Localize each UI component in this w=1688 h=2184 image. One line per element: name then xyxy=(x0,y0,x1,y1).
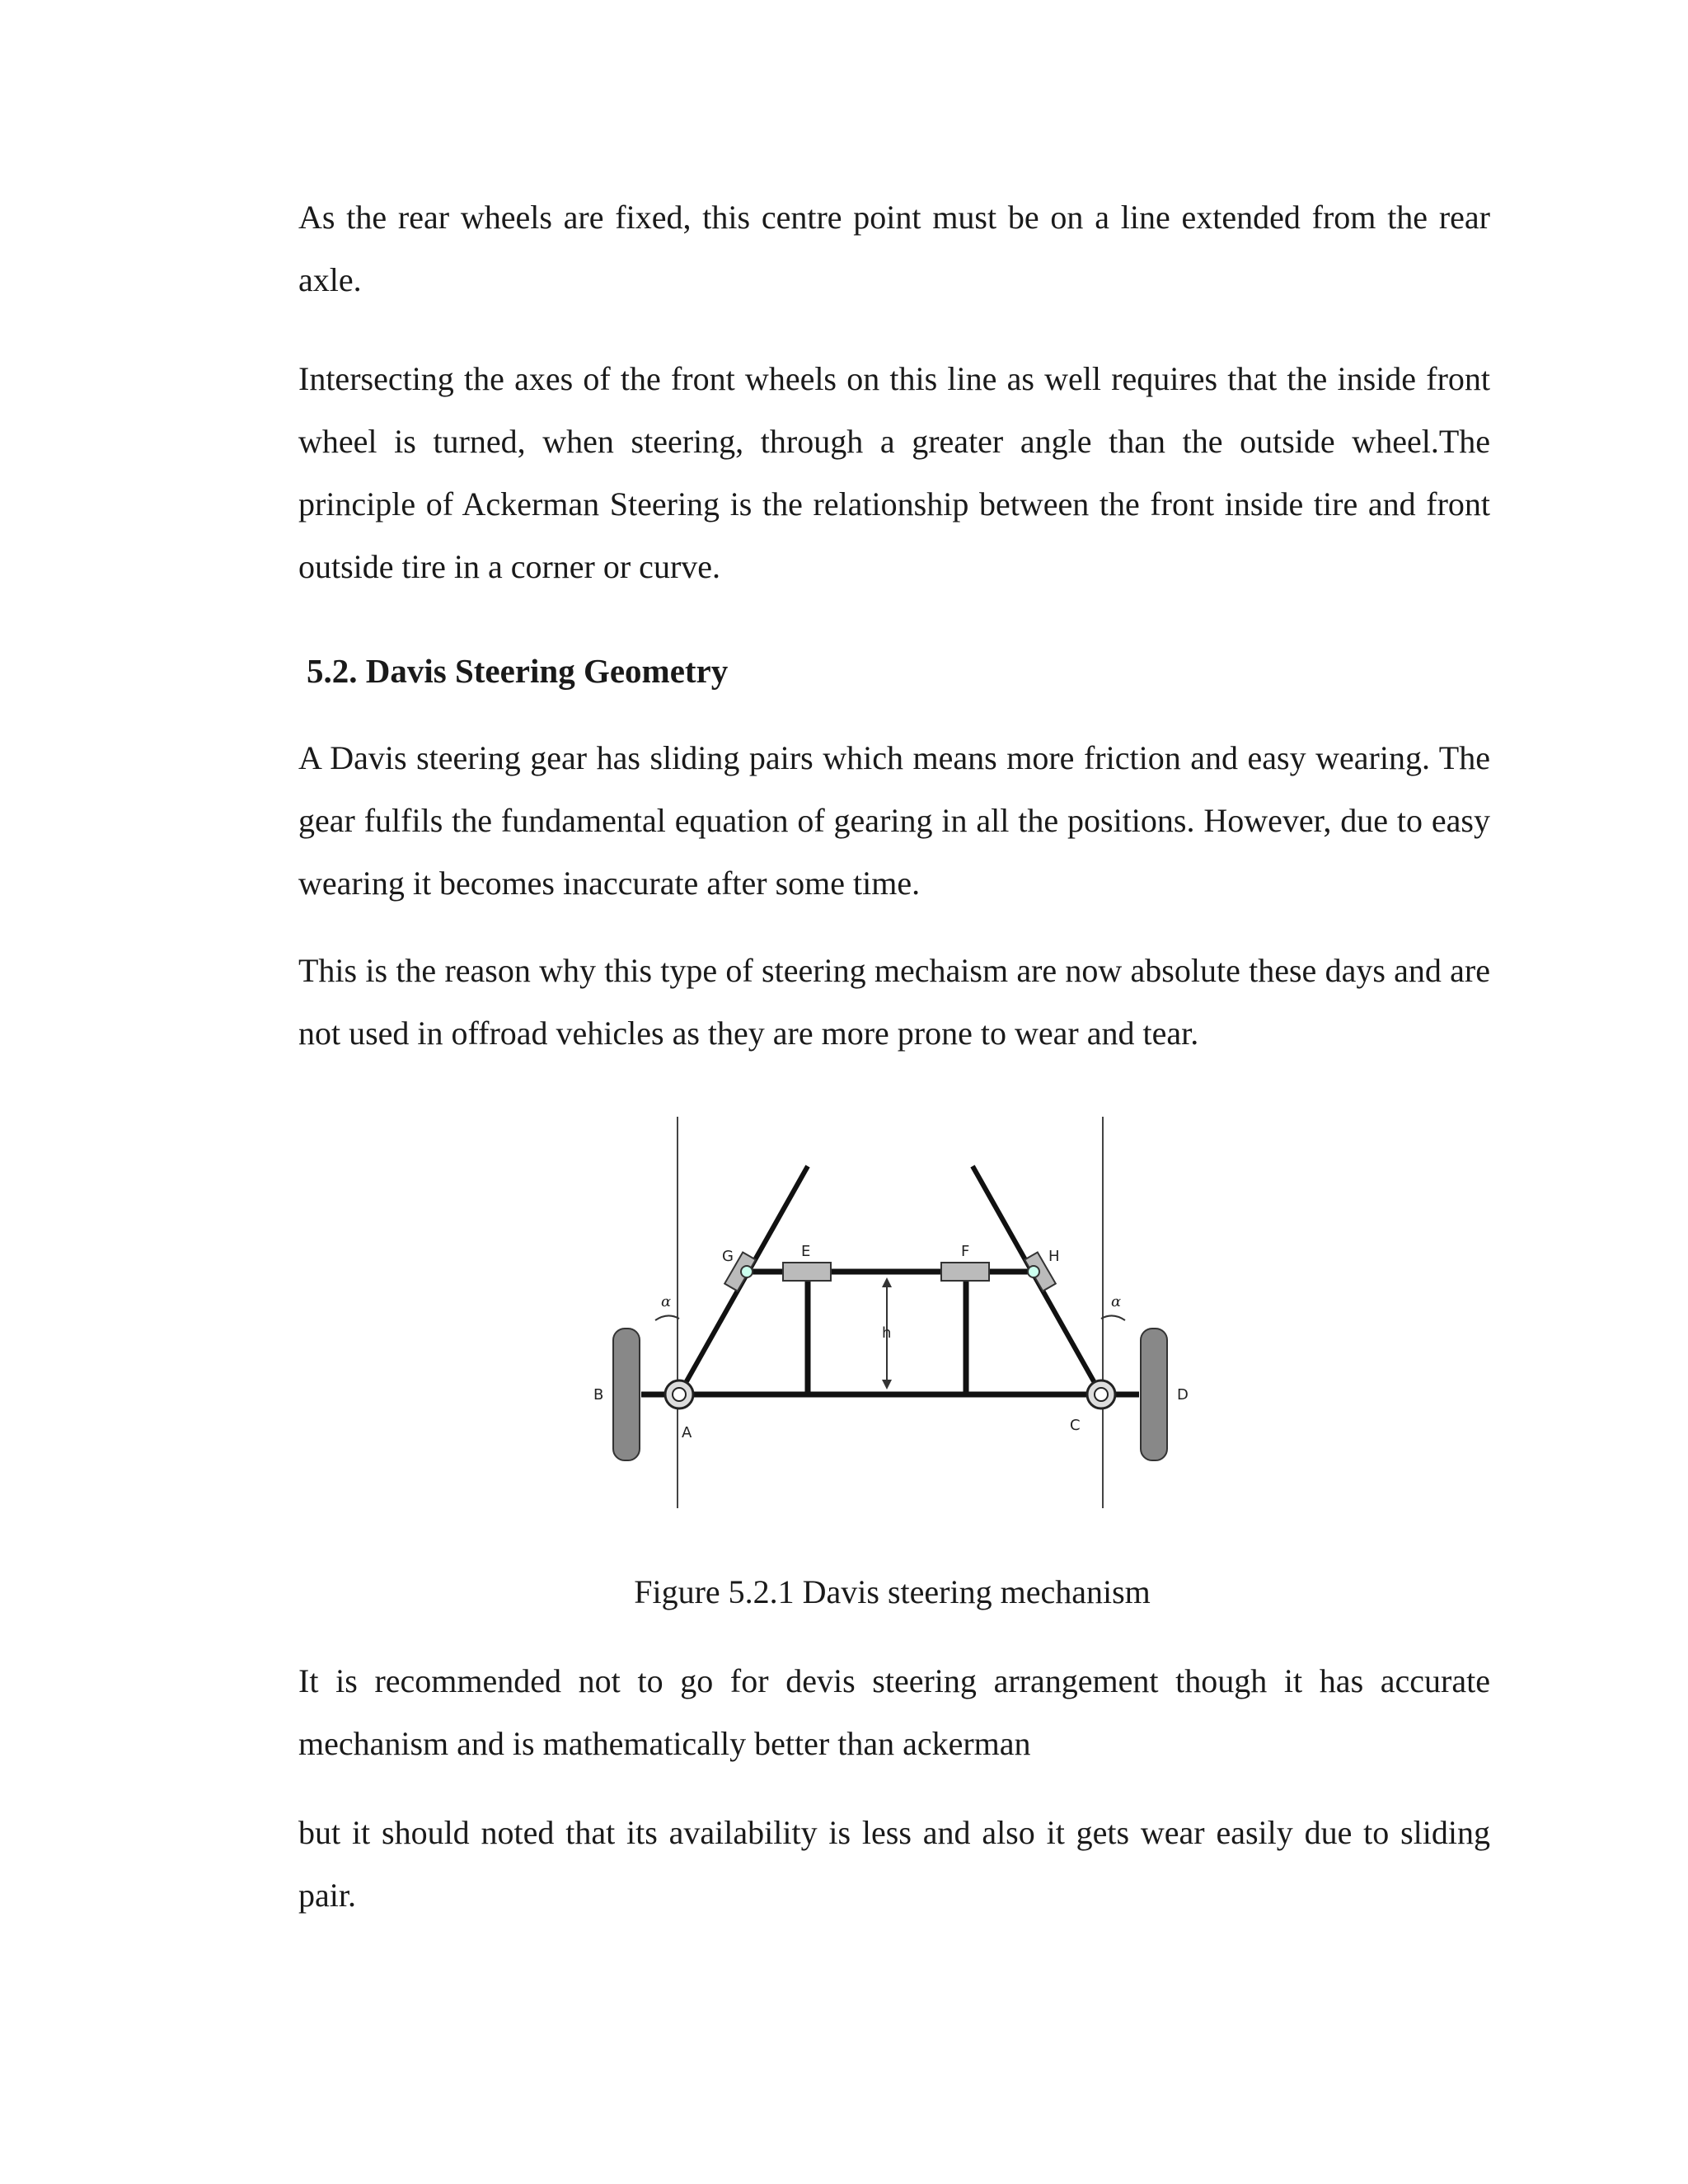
paragraph-reason: This is the reason why this type of steering mechaism are now absolute these days and are not used in offroad vehicles as they are more prone to wear and tear. xyxy=(298,952,1490,1052)
label-alpha-left: α xyxy=(661,1293,672,1310)
left-wheel xyxy=(613,1329,640,1460)
paragraph-rear-wheels: As the rear wheels are fixed, this centre point must be on a line extended from the rear axle. xyxy=(298,199,1490,298)
sliding-block-f xyxy=(941,1263,989,1281)
paragraph-davis-gear: A Davis steering gear has sliding pairs which means more friction and easy wearing. The gear fulfils the fundamental equation of gearing in all the positions. However, due to easy wearing it becomes inaccurate after some time. xyxy=(298,739,1490,902)
section-heading: 5.2. Davis Steering Geometry xyxy=(307,652,729,690)
label-a: A xyxy=(682,1424,692,1441)
label-e: E xyxy=(801,1243,811,1260)
label-h: H xyxy=(1048,1248,1060,1265)
paragraph-availability: but it should noted that its availability is less and also it gets wear easily due to sliding pair. xyxy=(298,1814,1490,1914)
figure-caption: Figure 5.2.1 Davis steering mechanism xyxy=(634,1573,1151,1610)
label-c: C xyxy=(1070,1417,1081,1434)
pivot-h xyxy=(1028,1266,1039,1277)
label-f: F xyxy=(961,1243,970,1260)
label-d: D xyxy=(1177,1386,1189,1404)
label-b: B xyxy=(593,1386,604,1404)
paragraph-intersecting-axes: Intersecting the axes of the front wheels on this line as well requires that the inside front wheel is turned, when steering, through a greater angle than the outside wheel.The principle of Ackerman Steering is the relationship between the front inside tire and front outside tire in a corner or curve. xyxy=(298,360,1490,585)
pivot-g xyxy=(741,1266,753,1277)
alpha-arc-right xyxy=(1101,1315,1125,1320)
label-h-dimension: h xyxy=(882,1324,892,1342)
label-alpha-right: α xyxy=(1111,1293,1122,1310)
paragraph-recommendation: It is recommended not to go for devis steering arrangement though it has accurate mechanism and is mathematically better than ackerman xyxy=(298,1662,1490,1762)
sliding-block-e xyxy=(783,1263,831,1281)
alpha-arc-left xyxy=(655,1315,679,1320)
label-g: G xyxy=(722,1248,734,1265)
right-wheel xyxy=(1141,1329,1167,1460)
davis-steering-figure xyxy=(577,1104,1220,1516)
